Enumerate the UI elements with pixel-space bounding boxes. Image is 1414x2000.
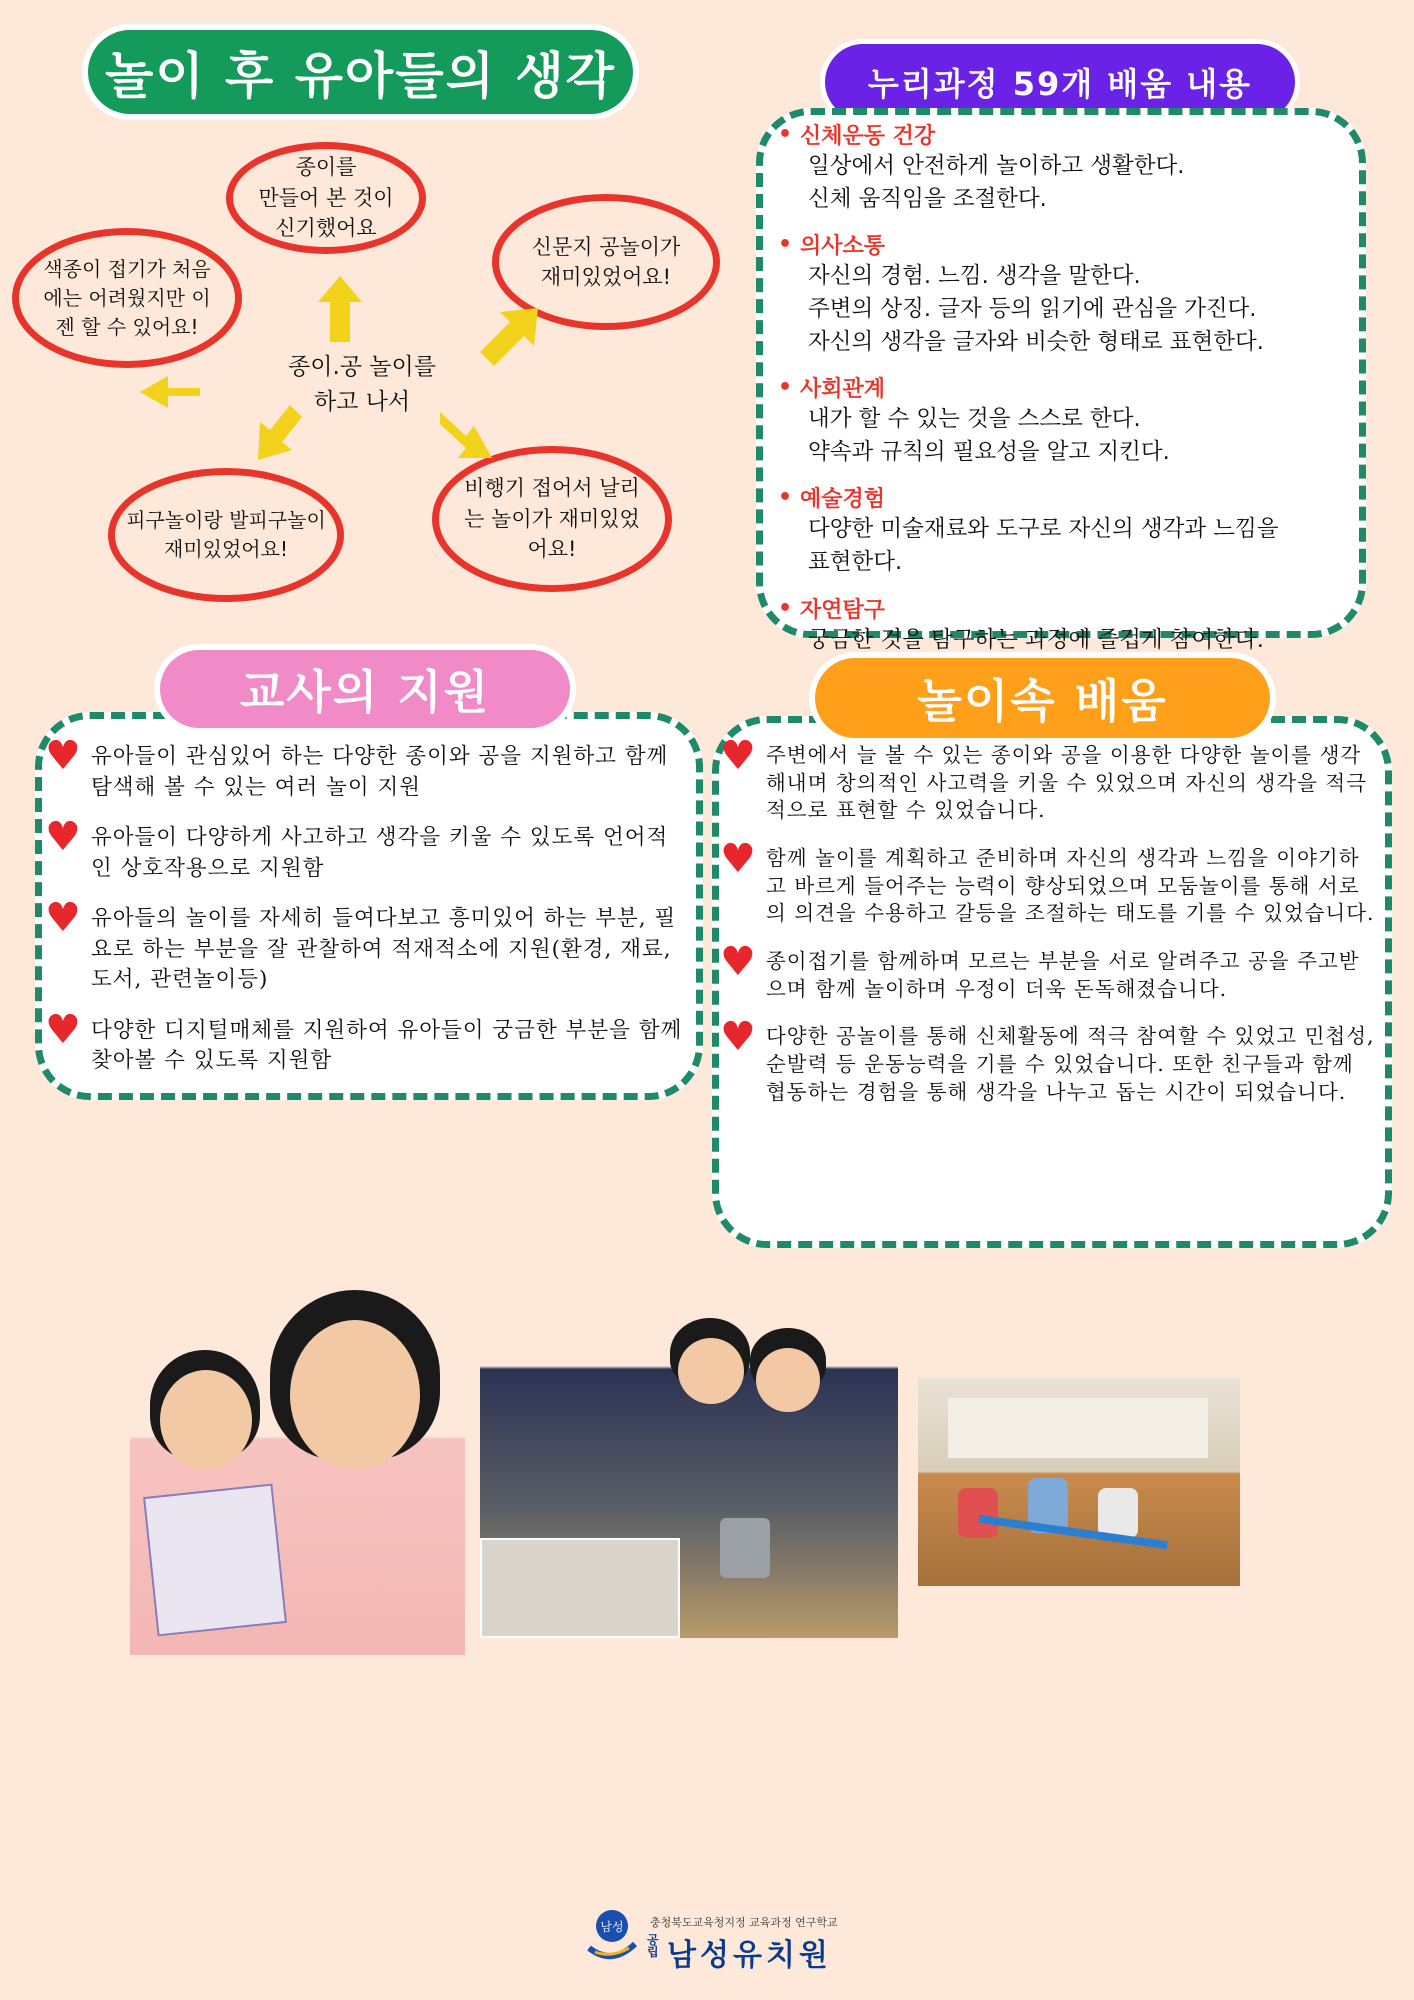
list-item: ♥ 종이접기를 함께하며 모르는 부분을 서로 알려주고 공을 주고받으며 함께 놀이하며 우정이 더욱 돈독해졌습니다. bbox=[720, 939, 1360, 1001]
bubble-paper-plane: 비행기 접어서 날리 는 놀이가 재미있었 어요! bbox=[432, 446, 672, 592]
nuri-group-art: • 예술경험 다양한 미술재료와 도구로 자신의 생각과 느낌을 표현한다. bbox=[778, 485, 1279, 575]
bullet-icon: • bbox=[778, 595, 793, 621]
arrow-up-right-icon bbox=[480, 308, 538, 366]
nuri-list bbox=[778, 115, 1348, 670]
school-footer bbox=[585, 1908, 885, 1973]
footer-prefix: 공립 bbox=[647, 1933, 659, 1959]
photo-classroom-play bbox=[918, 1378, 1240, 1586]
bubble-dodgeball: 피구놀이랑 발피구놀이 재미있었어요! bbox=[108, 468, 344, 602]
header-teacher: 교사의 지원 bbox=[160, 650, 570, 728]
bubble-origami: 색종이 접기가 처음 에는 어려웠지만 이 젠 할 수 있어요! bbox=[12, 228, 242, 368]
heart-icon: ♥ bbox=[720, 836, 756, 883]
nuri-group-communication: • 의사소통 자신의 경험. 느낌. 생각을 말한다. 주변의 상징. 글자 등의 읽기에 관심을 가진다. 자신의 생각을 글자와 비슷한 형태로 표현한다. bbox=[778, 232, 1264, 355]
nuri-group-physical: • 신체운동 건강 일상에서 안전하게 놀이하고 생활한다. 신체 움직임을 조절한다. bbox=[778, 122, 1185, 212]
nuri-group-social: • 사회관계 내가 할 수 있는 것을 스스로 한다. 약속과 규칙의 필요성을 알고 지킨다. bbox=[778, 375, 1170, 465]
bullet-icon: • bbox=[778, 232, 793, 258]
list-item: ♥ 유아들이 다양하게 사고하고 생각을 키울 수 있도록 언어적인 상호작용으로 지원함 bbox=[45, 814, 669, 881]
header-nuri: 누리과정 59개 배움 내용 bbox=[825, 44, 1295, 120]
logo-badge-text: 남성 bbox=[600, 1920, 624, 1934]
header-thoughts: 놀이 후 유아들의 생각 bbox=[88, 30, 633, 114]
bullet-icon: • bbox=[778, 122, 793, 147]
nuri-group-nature: • 자연탐구 궁금한 것을 탐구하는 과정에 즐겁게 참여한다. bbox=[778, 595, 1264, 653]
heart-icon: ♥ bbox=[720, 1014, 756, 1061]
school-name: 남성유치원 bbox=[667, 1938, 832, 1973]
photo-children-origami bbox=[130, 1290, 465, 1655]
bubble-paper-making: 종이를 만들어 본 것이 신기했어요 bbox=[226, 142, 426, 254]
arrow-left-icon bbox=[140, 376, 200, 408]
bubble-newspaper-ball: 신문지 공놀이가 재미있었어요! bbox=[492, 194, 720, 330]
footer-subtitle: 충청북도교육청지정 교육과정 연구학교 bbox=[650, 1916, 838, 1929]
mindmap-center: 종이.공 놀이를 하고 나서 bbox=[288, 354, 436, 415]
school-logo-icon bbox=[585, 1908, 639, 1962]
header-learning: 놀이속 배움 bbox=[815, 658, 1270, 738]
list-item: ♥ 주변에서 늘 볼 수 있는 종이와 공을 이용한 다양한 놀이를 생각해내며 창의적인 사고력을 키울 수 있었으며 자신의 생각을 적극적으로 표현할 수 있었습니다. bbox=[720, 733, 1368, 823]
heart-icon: ♥ bbox=[45, 895, 81, 942]
heart-icon: ♥ bbox=[720, 733, 756, 779]
list-item: ♥ 다양한 디지털매체를 지원하여 유아들이 궁금한 부분을 함께 찾아볼 수 있도록 지원함 bbox=[45, 1006, 683, 1074]
learning-list bbox=[720, 733, 1375, 1126]
bullet-icon: • bbox=[778, 375, 793, 401]
heart-icon: ♥ bbox=[45, 814, 81, 861]
teacher-list bbox=[45, 733, 685, 1097]
photo-children-pouring bbox=[480, 1318, 898, 1638]
arrow-up-icon bbox=[318, 276, 362, 342]
list-item: ♥ 다양한 공놀이를 통해 신체활동에 적극 참여할 수 있었고 민첩성, 순발력 등 운동능력을 기를 수 있었습니다. 또한 친구들과 함께 협동하는 경험을 통해 생각을 나누고 돕는 시간이 되었습니다. bbox=[720, 1014, 1375, 1104]
list-item: ♥ 유아들이 관심있어 하는 다양한 종이와 공을 지원하고 함께 탐색해 볼 수 있는 여러 놀이 지원 bbox=[45, 733, 669, 800]
heart-icon: ♥ bbox=[45, 1006, 81, 1053]
bullet-icon: • bbox=[778, 485, 793, 511]
heart-icon: ♥ bbox=[720, 939, 756, 986]
list-item: ♥ 함께 놀이를 계획하고 준비하며 자신의 생각과 느낌을 이야기하고 바르게 들어주는 능력이 향상되었으며 모둠놀이를 통해 서로의 의견을 수용하고 갈등을 조절하는 태도를 기를 수 있었습니다. bbox=[720, 836, 1375, 926]
list-item: ♥ 유아들의 놀이를 자세히 들여다보고 흥미있어 하는 부분, 필요로 하는 부분을 잘 관찰하여 적재적소에 지원(환경, 재료, 도서, 관련놀이등) bbox=[45, 895, 677, 993]
heart-icon: ♥ bbox=[45, 733, 81, 779]
